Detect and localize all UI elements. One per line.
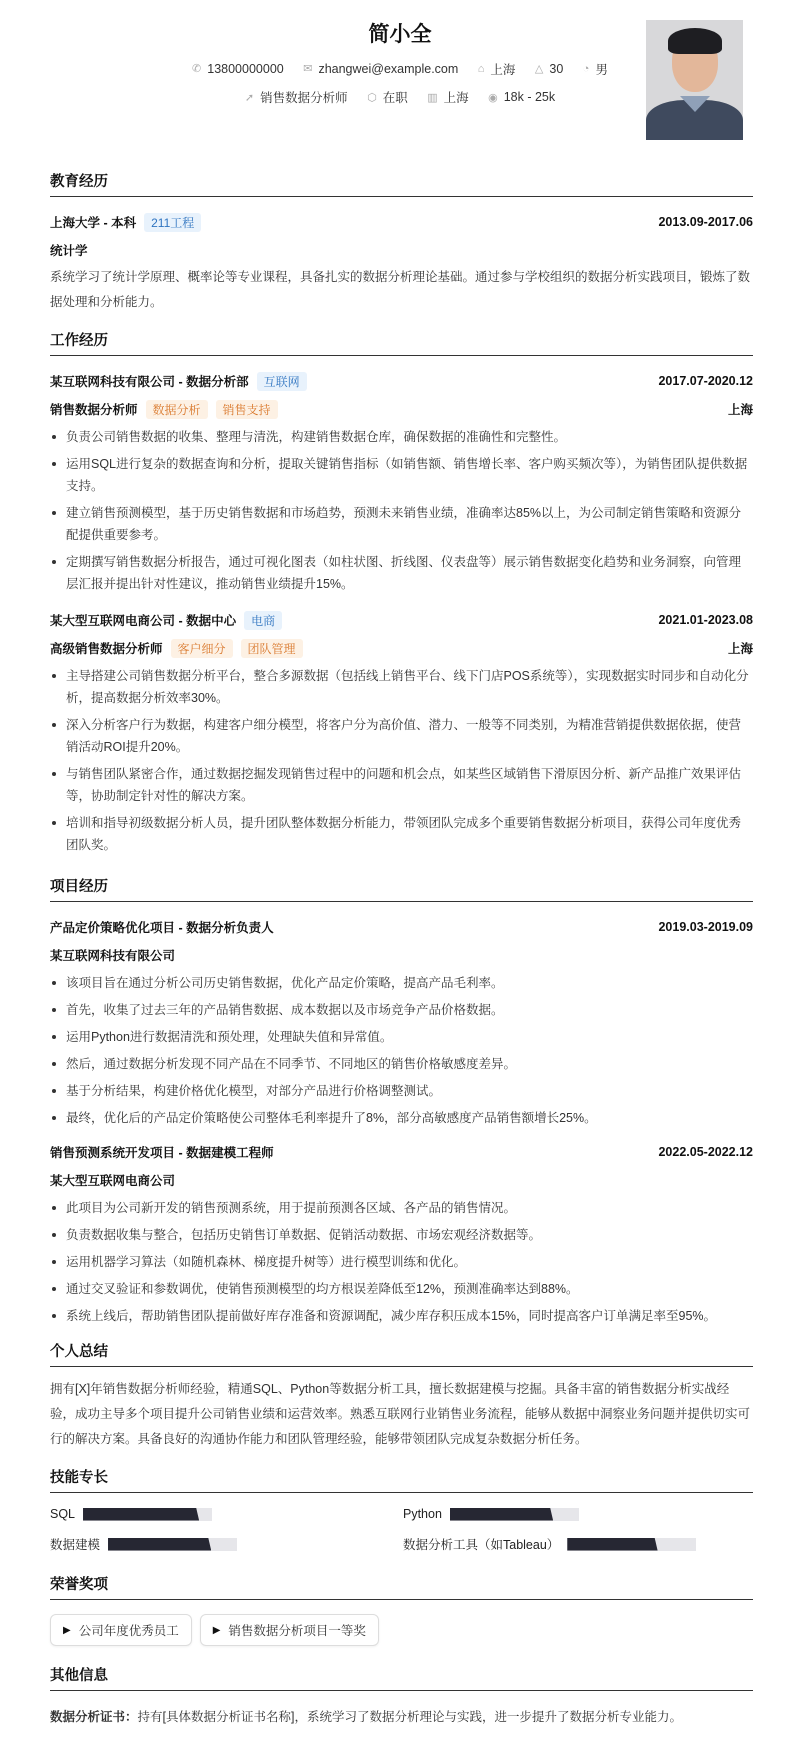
bullet-item: 运用Python进行数据清洗和预处理，处理缺失值和异常值。 <box>50 1026 753 1048</box>
section-title: 项目经历 <box>50 875 753 902</box>
work-header <box>50 609 753 631</box>
project-name: 销售预测系统开发项目 - 数据建模工程师 <box>50 1146 274 1160</box>
project-date: 2019.03-2019.09 <box>658 920 753 934</box>
city: 上海 <box>490 63 516 77</box>
work-location: 上海 <box>727 403 753 417</box>
work-role-row <box>50 637 753 659</box>
awards-section <box>50 1573 753 1646</box>
skill-item <box>50 1535 403 1553</box>
send-icon: ➚ <box>244 91 255 104</box>
project-company-row <box>50 944 753 966</box>
skill-tag: 销售支持 <box>216 400 278 419</box>
bullet-item: 主导搭建公司销售数据分析平台，整合多源数据（包括线上销售平台、线下门店POS系统等），实现数据实时同步和自动化分析，提高数据分析效率30%。 <box>50 665 753 709</box>
company: 某互联网科技有限公司 - 数据分析部 <box>50 375 249 389</box>
bullet-list <box>50 1197 753 1327</box>
company: 某大型互联网电商公司 - 数据中心 <box>50 614 237 628</box>
project-item <box>50 916 753 1129</box>
skill-level-bar <box>83 1508 212 1521</box>
work-item <box>50 609 753 856</box>
bullet-list <box>50 426 753 595</box>
bullet-item: 深入分析客户行为数据，构建客户细分模型，将客户分为高价值、潜力、一般等不同类别，为精准营销提供数据依据，使营销活动ROI提升20%。 <box>50 714 753 758</box>
bullet-item: 与销售团队紧密合作，通过数据挖掘发现销售过程中的问题和机会点，如某些区域销售下滑原因分析、新产品推广效果评估等，协助制定针对性的解决方案。 <box>50 763 753 807</box>
building-icon: ▥ <box>427 91 438 104</box>
project-company: 某互联网科技有限公司 <box>50 949 176 963</box>
project-date: 2022.05-2022.12 <box>658 1145 753 1159</box>
skill-level-bar <box>450 1508 579 1521</box>
industry-tag: 电商 <box>244 611 282 630</box>
project-item <box>50 1141 753 1327</box>
project-section <box>50 875 753 1327</box>
skill-name: 数据建模 <box>50 1538 101 1552</box>
project-header <box>50 916 753 938</box>
bullet-item: 系统上线后，帮助销售团队提前做好库存准备和资源调配，减少库存积压成本15%，同时提高客户订单满足率至95%。 <box>50 1305 753 1327</box>
bullet-item: 该项目旨在通过分析公司历史销售数据，优化产品定价策略，提高产品毛利率。 <box>50 972 753 994</box>
bullet-item: 负责数据收集与整合，包括历史销售订单数据、促销活动数据、市场宏观经济数据等。 <box>50 1224 753 1246</box>
bullet-list <box>50 665 753 856</box>
status-icon: ⬡ <box>367 91 377 104</box>
project-header <box>50 1141 753 1163</box>
other-label: 数据分析证书： <box>50 1710 138 1724</box>
mail-icon: ✉ <box>303 63 313 75</box>
home-icon: ⌂ <box>477 63 485 75</box>
bullet-item: 基于分析结果，构建价格优化模型，对部分产品进行价格调整测试。 <box>50 1080 753 1102</box>
project-name: 产品定价策略优化项目 - 数据分析负责人 <box>50 921 274 935</box>
bullet-list <box>50 972 753 1129</box>
skill-level-bar <box>108 1538 237 1551</box>
major: 统计学 <box>50 244 88 258</box>
salary-icon: ◉ <box>488 91 498 104</box>
triangle-right-icon: ▶ <box>212 1624 221 1636</box>
summary-text: 拥有[X]年销售数据分析师经验，精通SQL、Python等数据分析工具，擅长数据建模与挖掘。具备丰富的销售数据分析实战经验，成功主导多个项目提升公司销售业绩和运营效率。熟悉互联网行业销售业务流程，能够从数据中洞察业务问题并提供切实可行的解决方案。具备良好的沟通协作能力和团队管理经验，能够带领团队完成复杂数据分析任务。 <box>50 1382 751 1446</box>
skill-name: 数据分析工具（如Tableau） <box>403 1538 560 1552</box>
work-date: 2021.01-2023.08 <box>658 613 753 627</box>
award-chip[interactable] <box>200 1614 379 1646</box>
section-title: 其他信息 <box>50 1664 753 1691</box>
bullet-item: 负责公司销售数据的收集、整理与清洗，构建销售数据仓库，确保数据的准确性和完整性。 <box>50 426 753 448</box>
industry-tag: 互联网 <box>257 372 307 391</box>
bullet-item: 培训和指导初级数据分析人员，提升团队整体数据分析能力，带领团队完成多个重要销售数据分析项目，获得公司年度优秀团队奖。 <box>50 812 753 856</box>
section-title: 工作经历 <box>50 329 753 356</box>
section-title: 个人总结 <box>50 1340 753 1367</box>
work-item <box>50 370 753 595</box>
skill-level-fill <box>108 1538 211 1551</box>
role: 高级销售数据分析师 <box>50 642 163 656</box>
role-group <box>50 639 303 658</box>
skill-level-fill <box>450 1508 553 1521</box>
contact-row <box>50 60 750 78</box>
edu-date: 2013.09-2017.06 <box>658 215 753 229</box>
skill-item <box>403 1507 753 1521</box>
edu-description: 系统学习了统计学原理、概率论等专业课程，具备扎实的数据分析理论基础。通过参与学校组织的数据分析实践项目，锻炼了数据处理和分析能力。 <box>50 270 751 309</box>
skill-name: Python <box>403 1507 442 1521</box>
work-role-row <box>50 398 753 420</box>
work-location: 上海 <box>727 642 753 656</box>
gender-icon: ◔ <box>582 63 590 75</box>
target-city: 上海 <box>443 91 469 105</box>
skill-tag: 团队管理 <box>241 639 303 658</box>
award-name: 公司年度优秀员工 <box>78 1624 179 1638</box>
bullet-item: 此项目为公司新开发的销售预测系统，用于提前预测各区域、各产品的销售情况。 <box>50 1197 753 1219</box>
section-title: 荣誉奖项 <box>50 1573 753 1600</box>
project-company: 某大型互联网电商公司 <box>50 1174 176 1188</box>
award-chip[interactable] <box>50 1614 192 1646</box>
resume-header <box>50 0 753 170</box>
skill-item <box>403 1535 753 1553</box>
skill-item <box>50 1507 403 1521</box>
triangle-right-icon: ▶ <box>63 1624 71 1636</box>
section-title: 教育经历 <box>50 170 753 197</box>
bullet-item: 运用SQL进行复杂的数据查询和分析，提取关键销售指标（如销售额、销售增长率、客户购买频次等），为销售团队提供数据支持。 <box>50 453 753 497</box>
bullet-item: 定期撰写销售数据分析报告，通过可视化图表（如柱状图、折线图、仪表盘等）展示销售数据变化趋势和业务洞察，向管理层汇报并提出针对性建议，推动销售业绩提升15%。 <box>50 551 753 595</box>
award-name: 销售数据分析项目一等奖 <box>228 1624 366 1638</box>
age: 30 <box>549 61 564 76</box>
summary-section <box>50 1340 753 1452</box>
work-date: 2017.07-2020.12 <box>658 374 753 388</box>
skill-name: SQL <box>50 1507 76 1521</box>
intent-row <box>50 88 750 106</box>
gender: 男 <box>595 63 608 77</box>
school: 上海大学 - 本科 <box>50 216 137 230</box>
age-icon: △ <box>534 63 544 75</box>
work-company-group <box>50 611 282 630</box>
skills-section <box>50 1466 753 1553</box>
other-text: 持有[具体数据分析证书名称]，系统学习了数据分析理论与实践，进一步提升了数据分析专业能力。 <box>137 1710 682 1724</box>
other-section <box>50 1664 753 1730</box>
bullet-item: 然后，通过数据分析发现不同产品在不同季节、不同地区的销售价格敏感度差异。 <box>50 1053 753 1075</box>
school-tag: 211工程 <box>144 213 201 232</box>
work-section <box>50 329 753 856</box>
job-status: 在职 <box>382 91 408 105</box>
skill-level-bar <box>567 1538 696 1551</box>
work-header <box>50 370 753 392</box>
role-group <box>50 400 278 419</box>
skill-level-fill <box>567 1538 657 1551</box>
bullet-item: 运用机器学习算法（如随机森林、梯度提升树等）进行模型训练和优化。 <box>50 1251 753 1273</box>
phone: 13800000000 <box>207 61 284 76</box>
project-company-row <box>50 1169 753 1191</box>
target-position: 销售数据分析师 <box>260 91 348 105</box>
role: 销售数据分析师 <box>50 403 138 417</box>
candidate-name: 简小全 <box>368 23 432 46</box>
section-title: 技能专长 <box>50 1466 753 1493</box>
bullet-item: 建立销售预测模型，基于历史销售数据和市场趋势，预测未来销售业绩，准确率达85%以上，为公司制定销售策略和资源分配提供重要参考。 <box>50 502 753 546</box>
bullet-item: 最终，优化后的产品定价策略使公司整体毛利率提升了8%，部分高敏感度产品销售额增长25%。 <box>50 1107 753 1129</box>
bullet-item: 首先，收集了过去三年的产品销售数据、成本数据以及市场竞争产品价格数据。 <box>50 999 753 1021</box>
skill-tag: 客户细分 <box>171 639 233 658</box>
bullet-item: 通过交叉验证和参数调优，使销售预测模型的均方根误差降低至12%，预测准确率达到88%。 <box>50 1278 753 1300</box>
avatar-photo <box>646 20 743 140</box>
salary: 18k - 25k <box>503 90 556 104</box>
work-company-group <box>50 372 307 391</box>
skill-tag: 数据分析 <box>146 400 208 419</box>
email: zhangwei@example.com <box>318 61 459 76</box>
education-section <box>50 170 753 315</box>
skill-level-fill <box>83 1508 199 1521</box>
phone-icon: ✆ <box>192 63 202 75</box>
